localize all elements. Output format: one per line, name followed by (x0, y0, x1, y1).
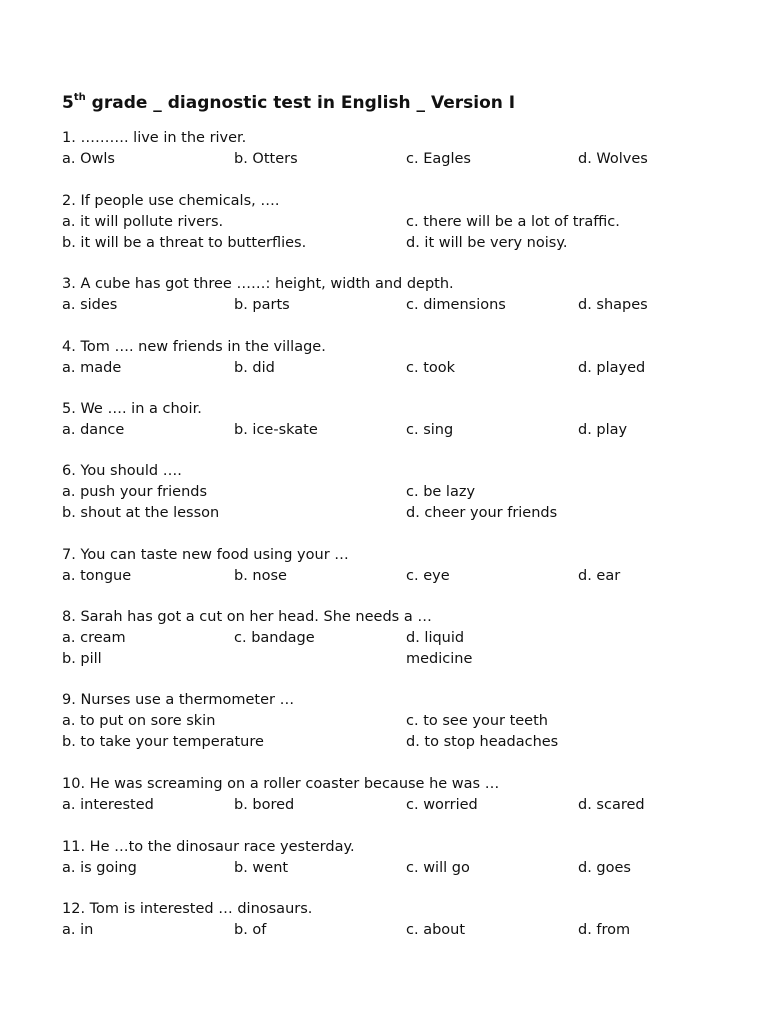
answer-option: d. liquid (406, 630, 465, 646)
question-text: 5. We …. in a choir. (62, 401, 202, 417)
answer-row (62, 858, 742, 879)
answer-option: c. about (406, 922, 466, 938)
question-text: 7. You can taste new food using your … (62, 547, 349, 563)
answer-option: b. did (234, 360, 275, 376)
title-grade-number: 5 (62, 93, 74, 113)
question-text: 12. Tom is interested … dinosaurs. (62, 901, 313, 917)
answer-option: c. to see your teeth (406, 713, 548, 729)
question-text: 9. Nurses use a thermometer … (62, 692, 295, 708)
answer-row (62, 212, 742, 233)
answer-option: b. pill (62, 651, 102, 667)
question-text: 4. Tom …. new friends in the village. (62, 339, 326, 355)
answer-row (62, 503, 742, 524)
answer-option: d. from (578, 922, 631, 938)
answer-option: b. it will be a threat to butterflies. (62, 235, 307, 251)
answer-option: d. cheer your friends (406, 505, 558, 521)
answer-row (62, 795, 742, 816)
answer-option: a. push your friends (62, 484, 208, 500)
title-text: grade _ diagnostic test in English _ Version I (85, 93, 516, 113)
answer-option: a. in (62, 922, 94, 938)
answer-option: c. dimensions (406, 297, 506, 313)
answer-option: b. Otters (234, 151, 298, 167)
question-text: 2. If people use chemicals, …. (62, 193, 280, 209)
answer-row (62, 732, 742, 753)
answer-option: b. bored (234, 797, 295, 813)
question-block (62, 607, 742, 670)
answer-option: d. it will be very noisy. (406, 235, 568, 251)
answer-option: c. will go (406, 860, 470, 876)
question-block (62, 191, 742, 254)
question-block (62, 774, 742, 816)
question-block (62, 545, 742, 587)
answer-option: b. nose (234, 568, 287, 584)
answer-option: c. bandage (234, 630, 315, 646)
answer-option: d. Wolves (578, 151, 648, 167)
answer-option: b. went (234, 860, 289, 876)
answer-option: a. to put on sore skin (62, 713, 216, 729)
answer-row (62, 233, 742, 254)
answer-option: c. sing (406, 422, 454, 438)
question-block (62, 690, 742, 753)
answer-row (62, 566, 742, 587)
answer-option: a. tongue (62, 568, 132, 584)
answer-option: c. worried (406, 797, 478, 813)
answer-option: a. sides (62, 297, 118, 313)
answer-row (62, 420, 742, 441)
answer-option: c. be lazy (406, 484, 476, 500)
answer-option: b. ice-skate (234, 422, 318, 438)
answer-option: a. Owls (62, 151, 115, 167)
answer-option: d. goes (578, 860, 631, 876)
answer-row (62, 358, 742, 379)
question-text: 11. He …to the dinosaur race yesterday. (62, 839, 355, 855)
answer-option: c. eye (406, 568, 450, 584)
answer-option: c. Eagles (406, 151, 471, 167)
answer-option: b. shout at the lesson (62, 505, 220, 521)
answer-row (62, 482, 742, 503)
question-block (62, 337, 742, 379)
answer-row (62, 149, 742, 170)
page-title (62, 91, 515, 115)
question-block (62, 461, 742, 524)
answer-option: a. made (62, 360, 122, 376)
answer-option: a. dance (62, 422, 125, 438)
question-text: 1. ………. live in the river. (62, 130, 247, 146)
question-block (62, 128, 742, 170)
answer-option: d. play (578, 422, 628, 438)
answer-option: a. it will pollute rivers. (62, 214, 224, 230)
question-block (62, 837, 742, 879)
question-text: 8. Sarah has got a cut on her head. She needs a … (62, 609, 432, 625)
answer-option: d. shapes (578, 297, 648, 313)
question-block (62, 399, 742, 441)
answer-option: c. there will be a lot of traffic. (406, 214, 620, 230)
answer-row (62, 295, 742, 316)
question-block (62, 899, 742, 941)
answer-option: b. parts (234, 297, 290, 313)
answer-row (62, 649, 742, 670)
answer-row (62, 628, 742, 649)
question-text: 3. A cube has got three ……: height, width and depth. (62, 276, 454, 292)
answer-option: a. is going (62, 860, 137, 876)
question-block (62, 274, 742, 316)
question-text: 6. You should …. (62, 463, 182, 479)
answer-option: a. interested (62, 797, 154, 813)
answer-option: d. played (578, 360, 646, 376)
answer-option: medicine (406, 651, 473, 667)
answer-option: d. ear (578, 568, 621, 584)
answer-row (62, 920, 742, 941)
answer-option: b. of (234, 922, 267, 938)
answer-row (62, 711, 742, 732)
answer-option: d. to stop headaches (406, 734, 559, 750)
question-text: 10. He was screaming on a roller coaster because he was … (62, 776, 500, 792)
title-superscript: th (73, 92, 86, 104)
answer-option: b. to take your temperature (62, 734, 264, 750)
answer-option: d. scared (578, 797, 645, 813)
answer-option: c. took (406, 360, 456, 376)
answer-option: a. cream (62, 630, 126, 646)
